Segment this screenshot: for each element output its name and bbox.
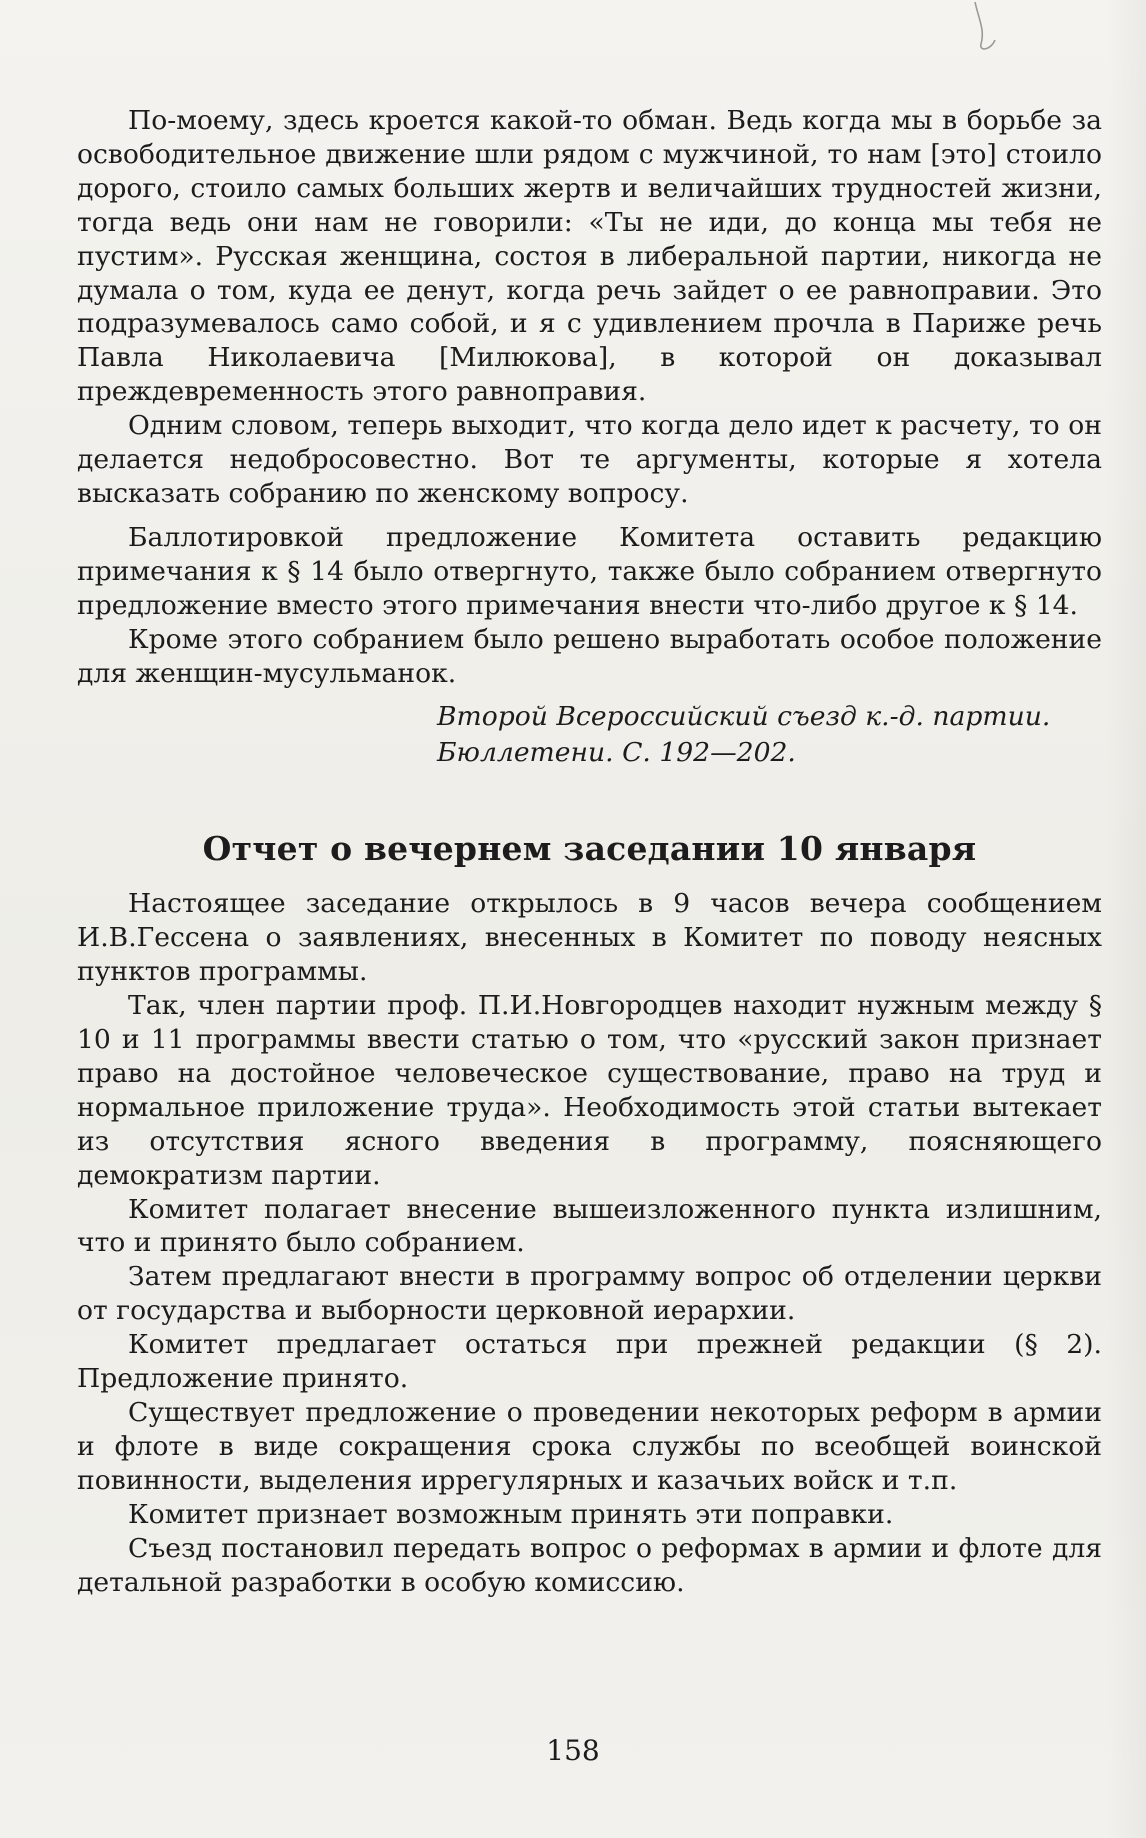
paragraph: Одним словом, теперь выходит, что когда дело идет к расчету, то он делается недобросовестно. Вот те аргументы, которые я хотела высказать собранию по женскому вопросу.	[77, 410, 1102, 509]
source-line: Второй Всероссийский съезд к.-д. партии.	[437, 701, 1051, 733]
paragraph: По-моему, здесь кроется какой-то обман. Ведь когда мы в борьбе за освободительное движение шли рядом с мужчиной, то нам [это] стоило дорого, стоило самых больших жертв и величайших трудностей жизни, тогда ведь они нам не говорили: «Ты не иди, до конца мы тебя не пустим». Русская женщина, состоя в либеральной партии, никогда не думала о том, куда ее денут, когда речь зайдет о ее равноправии. Это подразумевалось само собой, и я с удивлением прочла в Париже речь Павла Николаевича [Милюкова], в которой он доказывал преждевременность этого равноправия.	[77, 105, 1102, 408]
paragraph: Комитет предлагает остаться при прежней редакции (§ 2). Предложение принято.	[77, 1329, 1102, 1395]
source-citation	[77, 699, 1102, 771]
source-line: Бюллетени. С. 192—202.	[437, 737, 796, 769]
paragraph: Съезд постановил передать вопрос о реформах в армии и флоте для детальной разработки в особую комиссию.	[77, 1532, 1102, 1598]
paragraph: Комитет полагает внесение вышеизложенного пункта излишним, что и принято было собранием.	[77, 1193, 1102, 1259]
paragraph: Баллотировкой предложение Комитета оставить редакцию примечания к § 14 было отвергнуто, также было собранием отвергнуто предложение вместо этого примечания внести что-либо другое к § 14.	[77, 521, 1102, 621]
paragraph: Настоящее заседание открылось в 9 часов вечера сообщением И.В.Гессена о заявлениях, внесенных в Комитет по поводу неясных пунктов программы.	[77, 888, 1102, 988]
pencil-mark	[955, 0, 1015, 70]
paragraph: Существует предложение о проведении некоторых реформ в армии и флоте в виде сокращения срока службы по всеобщей воинской повинности, выделения иррегулярных и казачьих войск и т.п.	[77, 1397, 1102, 1496]
page-number: 158	[546, 1734, 600, 1767]
page-edge-shadow	[1106, 0, 1146, 1838]
page-text	[77, 104, 1102, 1599]
paragraph: Так, член партии проф. П.И.Новгородцев находит нужным между § 10 и 11 программы ввести статью о том, что «русский закон признает право на достойное человеческое существование, право на труд и нормальное приложение труда». Необходимость этой статьи вытекает из отсутствия ясного введения в программу, поясняющего демократизм партии.	[77, 990, 1102, 1191]
paragraph: Комитет признает возможным принять эти поправки.	[128, 1498, 894, 1530]
paragraph: Затем предлагают внести в программу вопрос об отделении церкви от государства и выборности церковной иерархии.	[77, 1261, 1102, 1327]
paragraph: Кроме этого собранием было решено выработать особое положение для женщин-мусульманок.	[77, 623, 1102, 689]
section-heading: Отчет о вечернем заседании 10 января	[202, 829, 977, 869]
